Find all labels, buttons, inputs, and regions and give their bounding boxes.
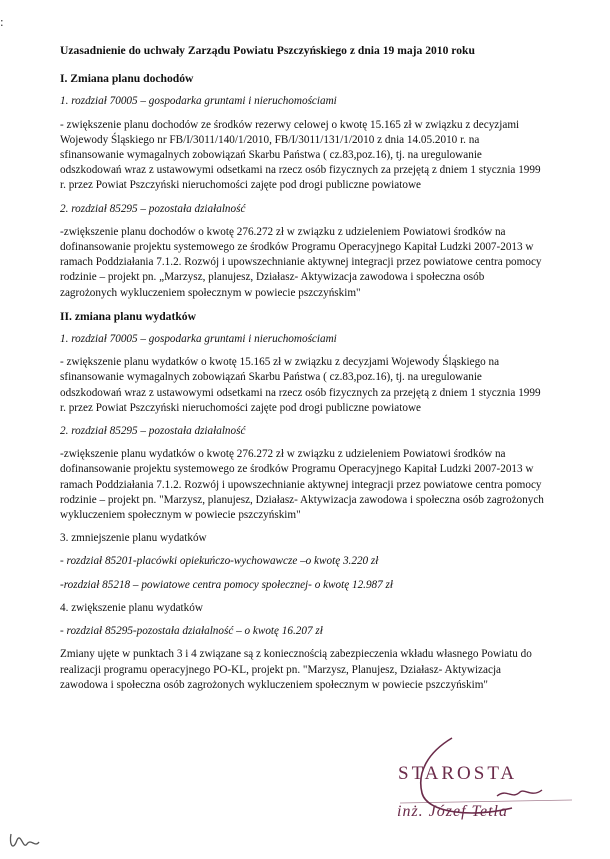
expenses-subsection-2: 2. rozdział 85295 – pozostała działalność	[60, 425, 246, 438]
stamp-name: inż. Józef Tetla	[397, 803, 508, 820]
expenses-paragraph-1: - zwiększenie planu wydatków o kwotę 15.165 zł w związku z decyzjami Wojewody Śląskiego na sfinansowanie wymagalnych zobowiązań Skarbu Państwa ( cz.83,poz.16), tj. na uregulowanie odszkodowań wraz z ustawowymi odsetkami na rzecz osób fizycznych za przejętą z dniem 1 stycznia 1999 r. przez Powiat Pszczyński nieruchomości zajęte pod drogi publiczne powiatowe	[60, 356, 541, 414]
expenses-item-4: 4. zwiększenie planu wydatków	[60, 601, 203, 614]
expenses-paragraph-2: -zwiększenie planu wydatków o kwotę 276.272 zł w związku z udzieleniem Powiatowi środków na dofinansowanie projektu systemowego ze środków Programu Operacyjnego Kapitał Ludzki 2007-2013 w ramach Poddziałania 7.1.2. Rozwój i upowszechnianie aktywnej integracji przez powiatowe centra pomocy rodzinie – projekt pn. "Marzysz, planujesz, Działasz- Aktywizacja zawodowa i społeczna osób zagrożonych wykluczeniem społecznym w powiecie pszczyńskim"	[60, 448, 544, 522]
section-expenses-heading: II. zmiana planu wydatków	[60, 309, 196, 323]
initials-scribble	[5, 830, 45, 858]
expenses-item-4a: - rozdział 85295-pozostała działalność – o kwotę 16.207 zł	[60, 625, 323, 638]
section-income-heading: I. Zmiana planu dochodów	[60, 72, 194, 86]
expenses-item-3b: -rozdział 85218 – powiatowe centra pomocy społecznej- o kwotę 12.987 zł	[60, 578, 393, 591]
income-subsection-1: 1. rozdział 70005 – gospodarka gruntami i nieruchomościami	[60, 95, 337, 108]
expenses-subsection-1: 1. rozdział 70005 – gospodarka gruntami i nieruchomościami	[60, 333, 337, 346]
closing-paragraph: Zmiany ujęte w punktach 3 i 4 związane są z koniecznością zabezpieczenia wkładu własnego Powiatu do realizacji programu operacyjnego PO-KL, projekt pn. "Marzysz, Planujesz, Działasz- Aktywizacja zawodowa i społeczna osób zagrożonych wykluczeniem społecznym w powiecie pszczyńskim"	[60, 648, 532, 691]
document-title: Uzasadnienie do uchwały Zarządu Powiatu Pszczyńskiego z dnia 19 maja 2010 roku	[60, 44, 475, 57]
income-paragraph-1: - zwiększenie planu dochodów ze środków rezerwy celowej o kwotę 15.165 zł w związku z decyzjami Wojewody Śląskiego nr FB/I/3011/140/1/2010, FB/I/3011/131/1/2010 z dnia 14.05.2010 r. na sfinansowanie wymagalnych zobowiązań Skarbu Państwa ( cz.83,poz.16), tj. na uregulowanie odszkodowań wraz z ustawowymi odsetkami na rzecz osób fizycznych za przejętą z dniem 1 stycznia 1999 r. przez Powiat Pszczyński nieruchomości zajęte pod drogi publiczne powiatowe	[60, 118, 541, 192]
document-body	[60, 43, 544, 701]
margin-mark: :	[0, 14, 4, 29]
expenses-item-3: 3. zmniejszenie planu wydatków	[60, 532, 207, 545]
expenses-item-3a: - rozdział 85201-placówki opiekuńczo-wychowawcze –o kwotę 3.220 zł	[60, 555, 379, 568]
income-subsection-2: 2. rozdział 85295 – pozostała działalność	[60, 202, 246, 215]
stamp-title: STAROSTA	[398, 763, 518, 784]
income-paragraph-2: -zwiększenie planu dochodów o kwotę 276.272 zł w związku z udzieleniem Powiatowi środków na dofinansowanie projektu systemowego ze środków Programu Operacyjnego Kapitał Ludzki 2007-2013 w ramach Poddziałania 7.1.2. Rozwój i upowszechnianie aktywnej integracji przez powiatowe centra pomocy rodzinie – projekt pn. „Marzysz, planujesz, Działasz- Aktywizacja zawodowa i społeczna osób zagrożonych wykluczeniem społecznym w powiecie pszczyńskim"	[60, 225, 542, 299]
